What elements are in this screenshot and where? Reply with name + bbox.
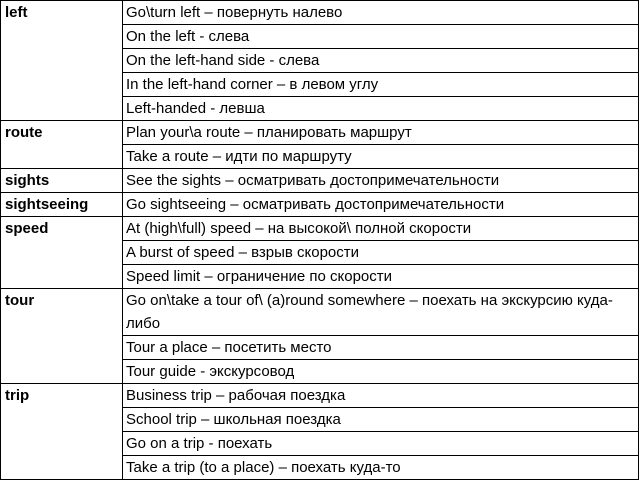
word-cell-left: left bbox=[1, 1, 123, 121]
phrase-cell: Take a route – идти по маршруту bbox=[123, 145, 639, 169]
word-cell-sightseeing: sightseeing bbox=[1, 193, 123, 217]
phrase-cell: Plan your\a route – планировать маршрут bbox=[123, 121, 639, 145]
phrase-cell: Left-handed - левша bbox=[123, 97, 639, 121]
table-row bbox=[1, 384, 639, 408]
word-cell-tour: tour bbox=[1, 289, 123, 384]
phrase-cell: Speed limit – ограничение по скорости bbox=[123, 265, 639, 289]
word-cell-speed: speed bbox=[1, 217, 123, 289]
phrase-cell: Go sightseeing – осматривать достопримечательности bbox=[123, 193, 639, 217]
phrase-cell: Go on\take a tour of\ (a)round somewhere – поехать на экскурсию куда-либо bbox=[123, 289, 639, 336]
phrase-cell: On the left - слева bbox=[123, 25, 639, 49]
phrase-cell: Go\turn left – повернуть налево bbox=[123, 1, 639, 25]
table-row bbox=[1, 1, 639, 25]
word-cell-trip: trip bbox=[1, 384, 123, 480]
phrase-cell: On the left-hand side - слева bbox=[123, 49, 639, 73]
table-row bbox=[1, 217, 639, 241]
phrase-cell: Business trip – рабочая поездка bbox=[123, 384, 639, 408]
table-row bbox=[1, 169, 639, 193]
phrase-cell: In the left-hand corner – в левом углу bbox=[123, 73, 639, 97]
phrase-cell: Tour guide - экскурсовод bbox=[123, 360, 639, 384]
table-row bbox=[1, 289, 639, 336]
word-cell-route: route bbox=[1, 121, 123, 169]
word-cell-sights: sights bbox=[1, 169, 123, 193]
table-row bbox=[1, 193, 639, 217]
table-row bbox=[1, 121, 639, 145]
phrase-cell: School trip – школьная поездка bbox=[123, 408, 639, 432]
phrase-cell: Take a trip (to a place) – поехать куда-то bbox=[123, 456, 639, 480]
phrase-cell: At (high\full) speed – на высокой\ полной скорости bbox=[123, 217, 639, 241]
phrase-cell: See the sights – осматривать достопримечательности bbox=[123, 169, 639, 193]
phrase-cell: A burst of speed – взрыв скорости bbox=[123, 241, 639, 265]
phrase-cell: Tour a place – посетить место bbox=[123, 336, 639, 360]
phrase-cell: Go on a trip - поехать bbox=[123, 432, 639, 456]
